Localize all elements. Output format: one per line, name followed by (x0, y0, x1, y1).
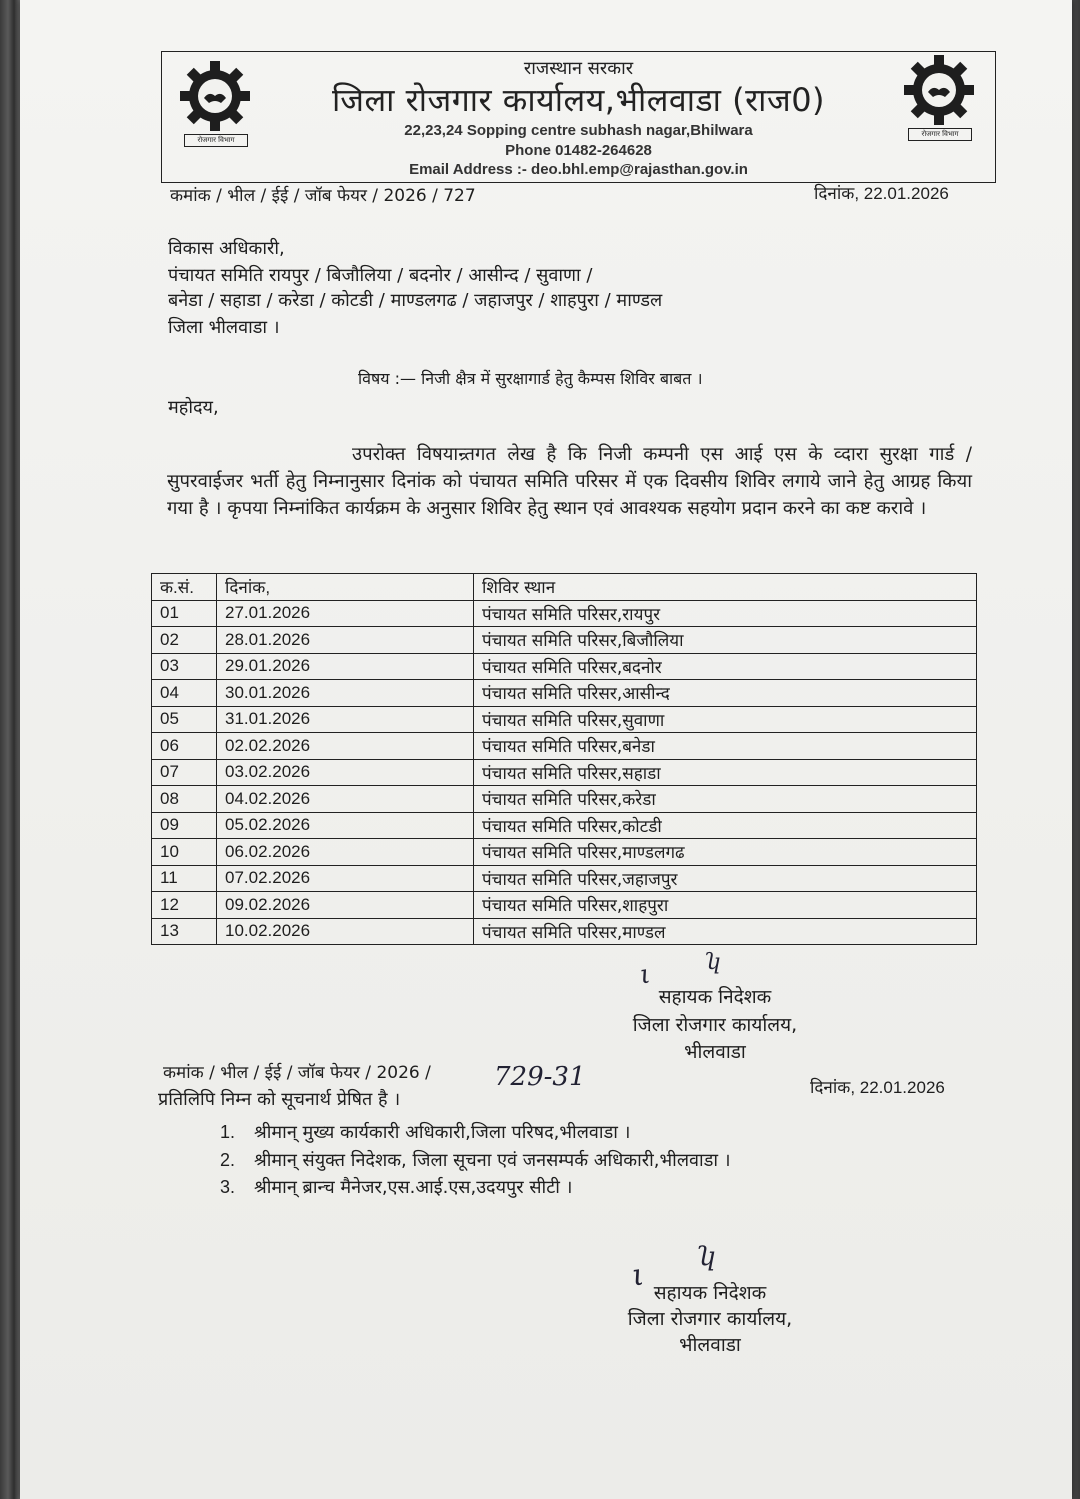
serial-cell: 09 (152, 812, 217, 839)
venue-cell: पंचायत समिति परिसर,बनेडा (474, 733, 977, 760)
salutation: महोदय, (168, 397, 219, 418)
venue-cell: पंचायत समिति परिसर,सुवाणा (474, 706, 977, 733)
office-phone: Phone 01482-264628 (505, 142, 652, 159)
copy-item-text: श्रीमान् संयुक्त निदेशक, जिला सूचना एवं जनसम्पर्क अधिकारी,भीलवाडा । (254, 1150, 731, 1171)
copy-item-text: श्रीमान् ब्रान्च मैनेजर,एस.आई.एस,उदयपुर सीटी । (254, 1177, 573, 1198)
serial-cell: 08 (152, 786, 217, 813)
column-header-date: दिनांक, (217, 574, 474, 601)
table-row (152, 839, 977, 866)
serial-cell: 07 (152, 759, 217, 786)
table-row (152, 653, 977, 680)
serial-cell: 05 (152, 706, 217, 733)
serial-cell: 01 (152, 600, 217, 627)
letter-reference: कमांक / भील / ईई / जॉब फेयर / 2026 / 727 (170, 186, 476, 206)
date-cell: 10.02.2026 (217, 918, 474, 945)
table-row (152, 812, 977, 839)
letterhead (161, 51, 996, 183)
signature-initial: ʮ (704, 950, 722, 975)
letter-subject: विषय :— निजी क्षैत्र में सुरक्षागार्ड हेतु कैम्पस शिविर बाबत । (358, 369, 703, 388)
signatory-office: जिला रोजगार कार्यालय, (627, 1308, 793, 1330)
signatory-title: सहायक निदेशक (653, 1282, 767, 1304)
letter-body: उपरोक्त विषयान्र्तगत लेख है कि निजी कम्पनी एस आई एस के व्दारा सुरक्षा गार्ड / सुपरवाईजर भर्ती हेतु निम्नानुसार दिनांक को पंचायत समिति परिसर में एक दिवसीय शिविर लगाये जाने हेतु आग्रह किया गया है । कृपया निम्नांकित कार्यक्रम के अनुसार शिविर हेतु स्थान एवं आवश्यक सहयोग प्रदान करने का कष्ट करावे । (167, 444, 972, 519)
copy-reference-handwritten: 729-31 (494, 1062, 586, 1092)
column-header-venue: शिविर स्थान (474, 574, 977, 601)
letter-page (20, 0, 1072, 1499)
table-row (152, 918, 977, 945)
date-cell: 27.01.2026 (217, 600, 474, 627)
signatory-city: भीलवाडा (679, 1334, 741, 1356)
signatory-city: भीलवाडा (684, 1041, 746, 1063)
table-header-row (152, 574, 977, 601)
date-cell: 29.01.2026 (217, 653, 474, 680)
signature-mark: ι (629, 1257, 647, 1294)
date-cell: 09.02.2026 (217, 892, 474, 919)
date-cell: 31.01.2026 (217, 706, 474, 733)
date-cell: 03.02.2026 (217, 759, 474, 786)
date-cell: 30.01.2026 (217, 680, 474, 707)
serial-cell: 12 (152, 892, 217, 919)
table-row (152, 892, 977, 919)
copy-item-number: 2. (220, 1150, 236, 1170)
serial-cell: 11 (152, 865, 217, 892)
table-row (152, 786, 977, 813)
table-row (152, 680, 977, 707)
copy-intro: प्रतिलिपि निम्न को सूचनार्थ प्रेषित है । (158, 1089, 401, 1110)
copy-recipient-item (220, 1120, 630, 1144)
venue-cell: पंचायत समिति परिसर,करेडा (474, 786, 977, 813)
venue-cell: पंचायत समिति परिसर,आसीन्द (474, 680, 977, 707)
serial-cell: 03 (152, 653, 217, 680)
venue-cell: पंचायत समिति परिसर,जहाजपुर (474, 865, 977, 892)
signatory-office: जिला रोजगार कार्यालय, (632, 1014, 798, 1036)
table-row (152, 600, 977, 627)
logo-caption: रोजगार विभाग (184, 134, 248, 147)
office-email: Email Address :- deo.bhl.emp@rajasthan.gov.in (409, 161, 748, 178)
addressee-line: जिला भीलवाडा । (168, 317, 280, 338)
copy-item-number: 1. (220, 1122, 236, 1142)
office-title: जिला रोजगार कार्यालय,भीलवाडा (राज0) (331, 81, 826, 119)
signature-mark: ι (637, 959, 653, 991)
letter-date: दिनांक, 22.01.2026 (814, 184, 949, 203)
column-header-serial: क.सं. (152, 574, 217, 601)
copy-recipient-item (220, 1175, 572, 1199)
copy-date: दिनांक, 22.01.2026 (810, 1078, 945, 1097)
signature-initial: ʮ (696, 1242, 717, 1272)
camp-schedule-table (151, 573, 977, 945)
table-row (152, 627, 977, 654)
office-address: 22,23,24 Sopping centre subhash nagar,Bhilwara (404, 122, 753, 139)
serial-cell: 13 (152, 918, 217, 945)
date-cell: 05.02.2026 (217, 812, 474, 839)
date-cell: 02.02.2026 (217, 733, 474, 760)
serial-cell: 04 (152, 680, 217, 707)
addressee-line: विकास अधिकारी, (168, 238, 285, 259)
venue-cell: पंचायत समिति परिसर,माण्डलगढ (474, 839, 977, 866)
table-row (152, 733, 977, 760)
serial-cell: 06 (152, 733, 217, 760)
venue-cell: पंचायत समिति परिसर,सहाडा (474, 759, 977, 786)
copy-recipient-item (220, 1148, 731, 1172)
venue-cell: पंचायत समिति परिसर,रायपुर (474, 600, 977, 627)
copy-item-text: श्रीमान् मुख्य कार्यकारी अधिकारी,जिला परिषद,भीलवाडा । (254, 1122, 631, 1143)
date-cell: 04.02.2026 (217, 786, 474, 813)
date-cell: 28.01.2026 (217, 627, 474, 654)
copy-item-number: 3. (220, 1177, 236, 1197)
table-row (152, 759, 977, 786)
copy-reference: कमांक / भील / ईई / जॉब फेयर / 2026 / (163, 1063, 431, 1083)
addressee-line: पंचायत समिति रायपुर / बिजौलिया / बदनोर / आसीन्द / सुवाणा / (168, 265, 593, 286)
signatory-title: सहायक निदेशक (658, 986, 772, 1008)
table-row (152, 706, 977, 733)
venue-cell: पंचायत समिति परिसर,शाहपुरा (474, 892, 977, 919)
date-cell: 06.02.2026 (217, 839, 474, 866)
venue-cell: पंचायत समिति परिसर,बदनोर (474, 653, 977, 680)
venue-cell: पंचायत समिति परिसर,कोटडी (474, 812, 977, 839)
serial-cell: 10 (152, 839, 217, 866)
venue-cell: पंचायत समिति परिसर,माण्डल (474, 918, 977, 945)
government-name: राजस्थान सरकार (523, 58, 634, 79)
serial-cell: 02 (152, 627, 217, 654)
addressee-line: बनेडा / सहाडा / करेडा / कोटडी / माण्डलगढ / जहाजपुर / शाहपुरा / माण्डल (168, 290, 663, 311)
table-row (152, 865, 977, 892)
date-cell: 07.02.2026 (217, 865, 474, 892)
venue-cell: पंचायत समिति परिसर,बिजौलिया (474, 627, 977, 654)
logo-caption: रोजगार विभाग (908, 128, 972, 141)
